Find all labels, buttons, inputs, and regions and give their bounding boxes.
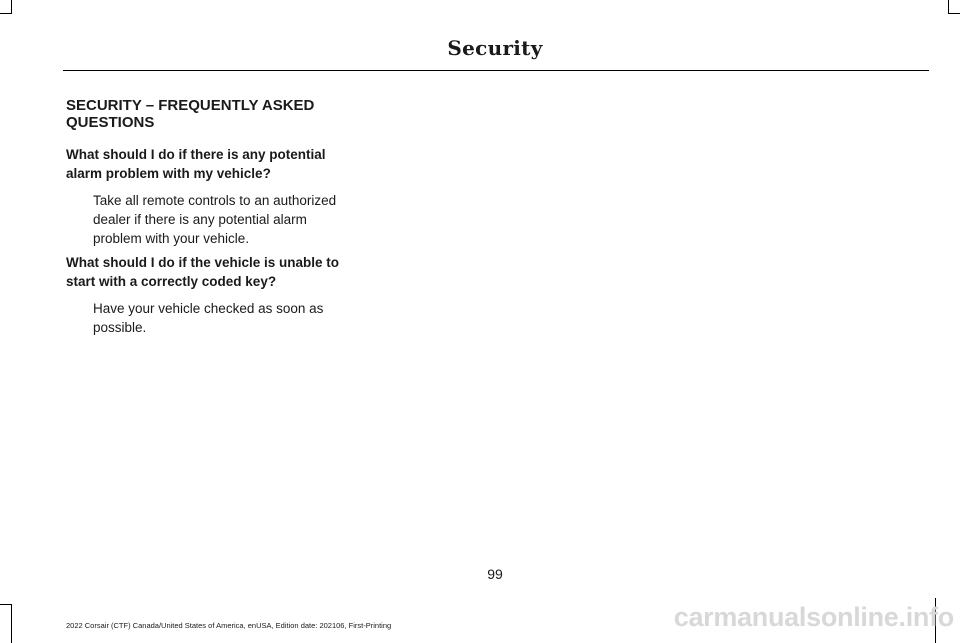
page-title: Security (447, 36, 543, 60)
main-content (66, 97, 356, 342)
header-divider (63, 70, 929, 71)
faq-item (66, 253, 356, 337)
faq-question: What should I do if there is any potential alarm problem with my vehicle? (66, 147, 326, 181)
crop-mark-top-left-horizontal (0, 13, 12, 14)
section-heading: SECURITY – FREQUENTLY ASKED QUESTIONS (66, 97, 315, 131)
crop-mark-top-right-horizontal (948, 13, 960, 14)
page-number: 99 (487, 566, 503, 582)
edition-info: 2022 Corsair (CTF) Canada/United States of America, enUSA, Edition date: 202106, First-Printing (66, 621, 392, 630)
watermark: carmanualsonline.info (673, 602, 954, 632)
faq-answer: Have your vehicle checked as soon as possible. (93, 301, 324, 335)
faq-question: What should I do if the vehicle is unable to start with a correctly coded key? (66, 255, 340, 289)
crop-mark-top-right-vertical (948, 0, 949, 14)
crop-mark-top-left-vertical (11, 0, 12, 14)
crop-mark-bottom-left-vertical (11, 604, 12, 643)
crop-mark-bottom-left-horizontal (0, 604, 12, 605)
faq-answer: Take all remote controls to an authorized dealer if there is any potential alarm problem with your vehicle. (93, 193, 337, 246)
faq-item (66, 145, 356, 248)
